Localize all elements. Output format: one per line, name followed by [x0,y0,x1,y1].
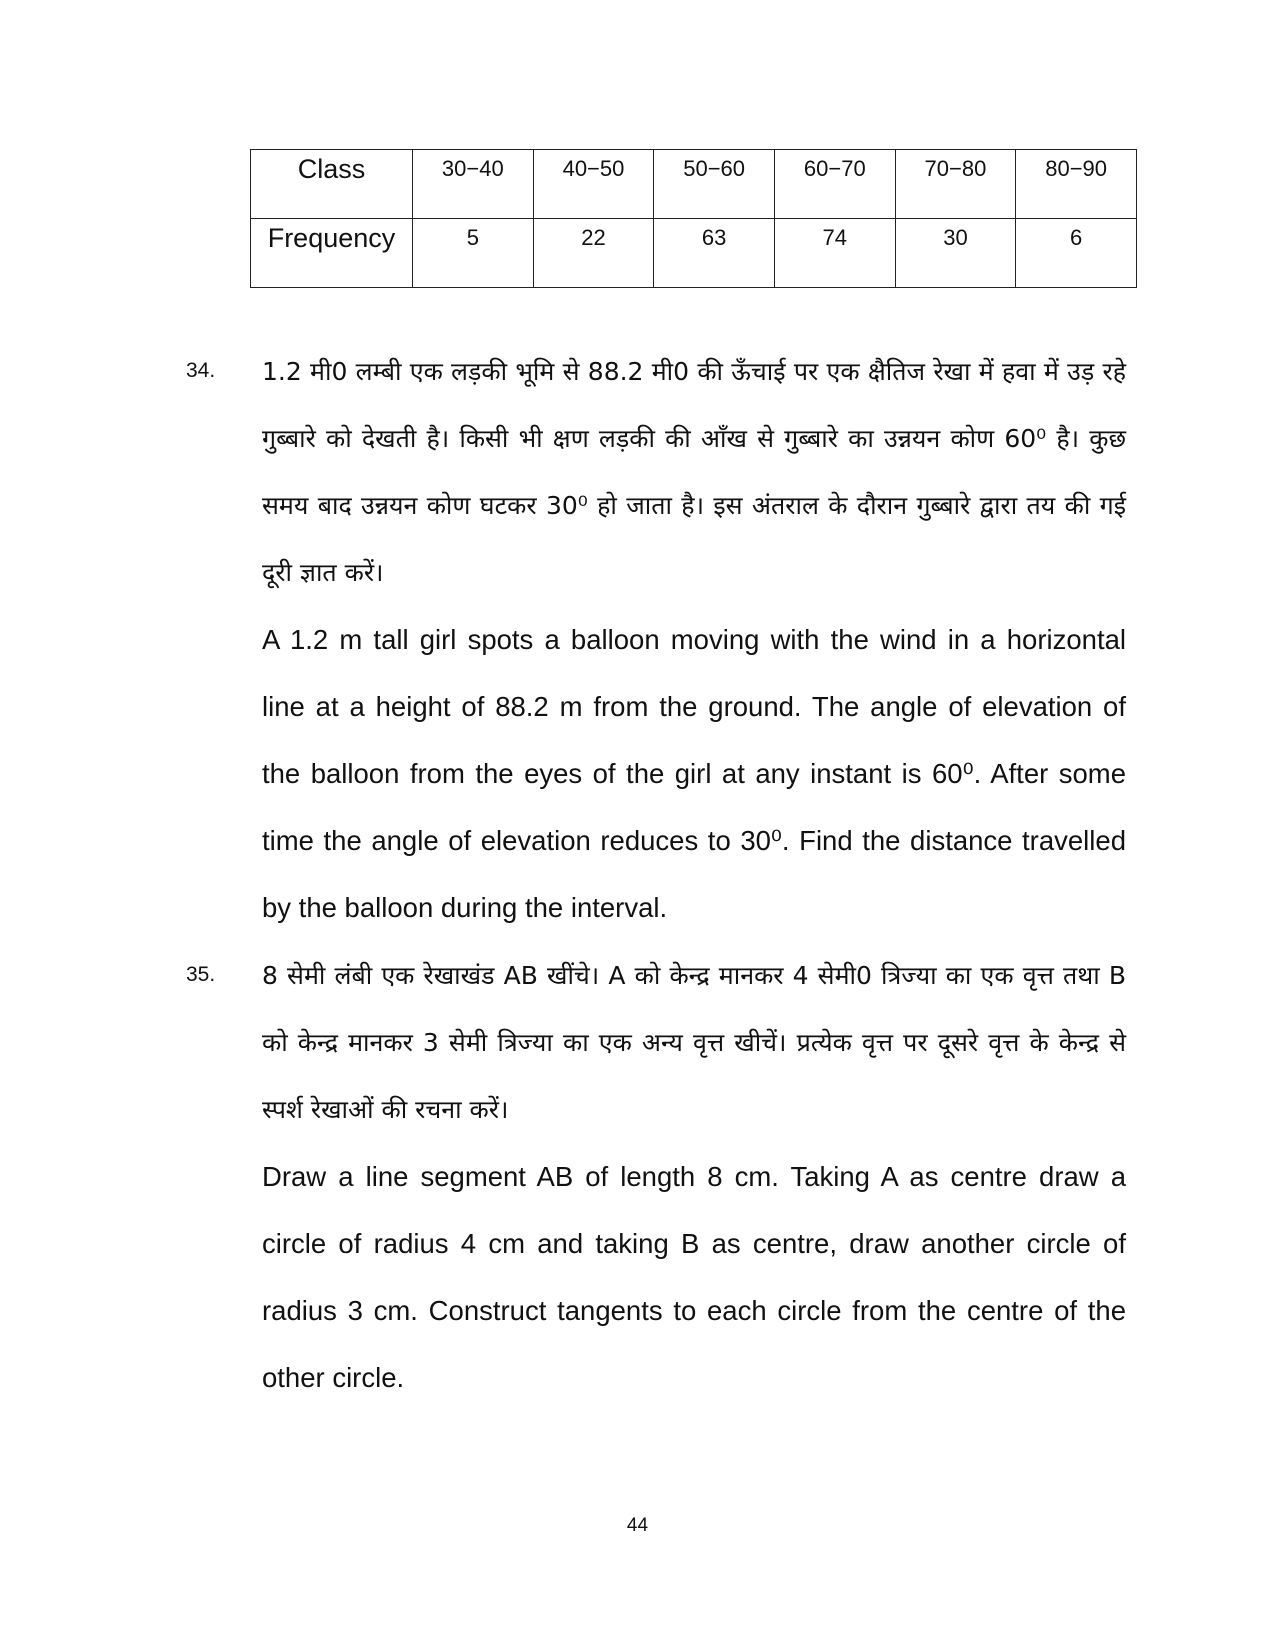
table-row-frequency [251,219,1137,288]
class-cell: 50−60 [654,150,775,219]
question-text-english: Draw a line segment AB of length 8 cm. Taking A as centre draw a circle of radius 4 cm and taking B as centre, draw another circle of radius 3 cm. Construct tangents to each circle from the centre of the other circle. [262,1161,1126,1393]
row-header-frequency: Frequency [251,219,413,288]
frequency-cell: 6 [1016,219,1137,288]
frequency-cell: 30 [895,219,1016,288]
question-text-hindi: 1.2 मी0 लम्बी एक लड़की भूमि से 88.2 मी0 की ऊँचाई पर एक क्षैतिज रेखा में हवा में उड़ रहे गुब्बारे को देखती है। किसी भी क्षण लड़की की आँख से गुब्बारे का उन्नयन कोण 60⁰ है। कुछ समय बाद उन्नयन कोण घटकर 30⁰ हो जाता है। इस अंतराल के दौरान गुब्बारे द्वारा तय की गई दूरी ज्ञात करें। [262,357,1127,587]
class-cell: 60−70 [774,150,895,219]
question-body [262,942,1126,1411]
row-header-class: Class [251,150,413,219]
question-body [262,338,1126,941]
question-text-hindi: 8 सेमी लंबी एक रेखाखंड AB खींचे। A को केन्द्र मानकर 4 सेमी0 त्रिज्या का एक वृत्त तथा B को केन्द्र मानकर 3 सेमी त्रिज्या का एक अन्य वृत्त खीचें। प्रत्येक वृत्त पर दूसरे वृत्त के केन्द्र से स्पर्श रेखाओं की रचना करें। [262,961,1126,1124]
frequency-cell: 63 [654,219,775,288]
class-cell: 80−90 [1016,150,1137,219]
frequency-table [250,149,1137,288]
class-cell: 30−40 [413,150,534,219]
class-cell: 40−50 [533,150,654,219]
question-text-english: A 1.2 m tall girl spots a balloon moving with the wind in a horizontal line at a height of 88.2 m from the ground. The angle of elevation of the balloon from the eyes of the girl at any instant is 60⁰. After some time the angle of elevation reduces to 30⁰. Find the distance travelled by the balloon during the interval. [262,624,1126,923]
frequency-cell: 22 [533,219,654,288]
question-number: 35. [186,963,216,986]
frequency-cell: 74 [774,219,895,288]
frequency-cell: 5 [413,219,534,288]
class-cell: 70−80 [895,150,1016,219]
table-row-class [251,150,1137,219]
page-number: 44 [626,1515,649,1536]
question-number: 34. [186,359,216,382]
